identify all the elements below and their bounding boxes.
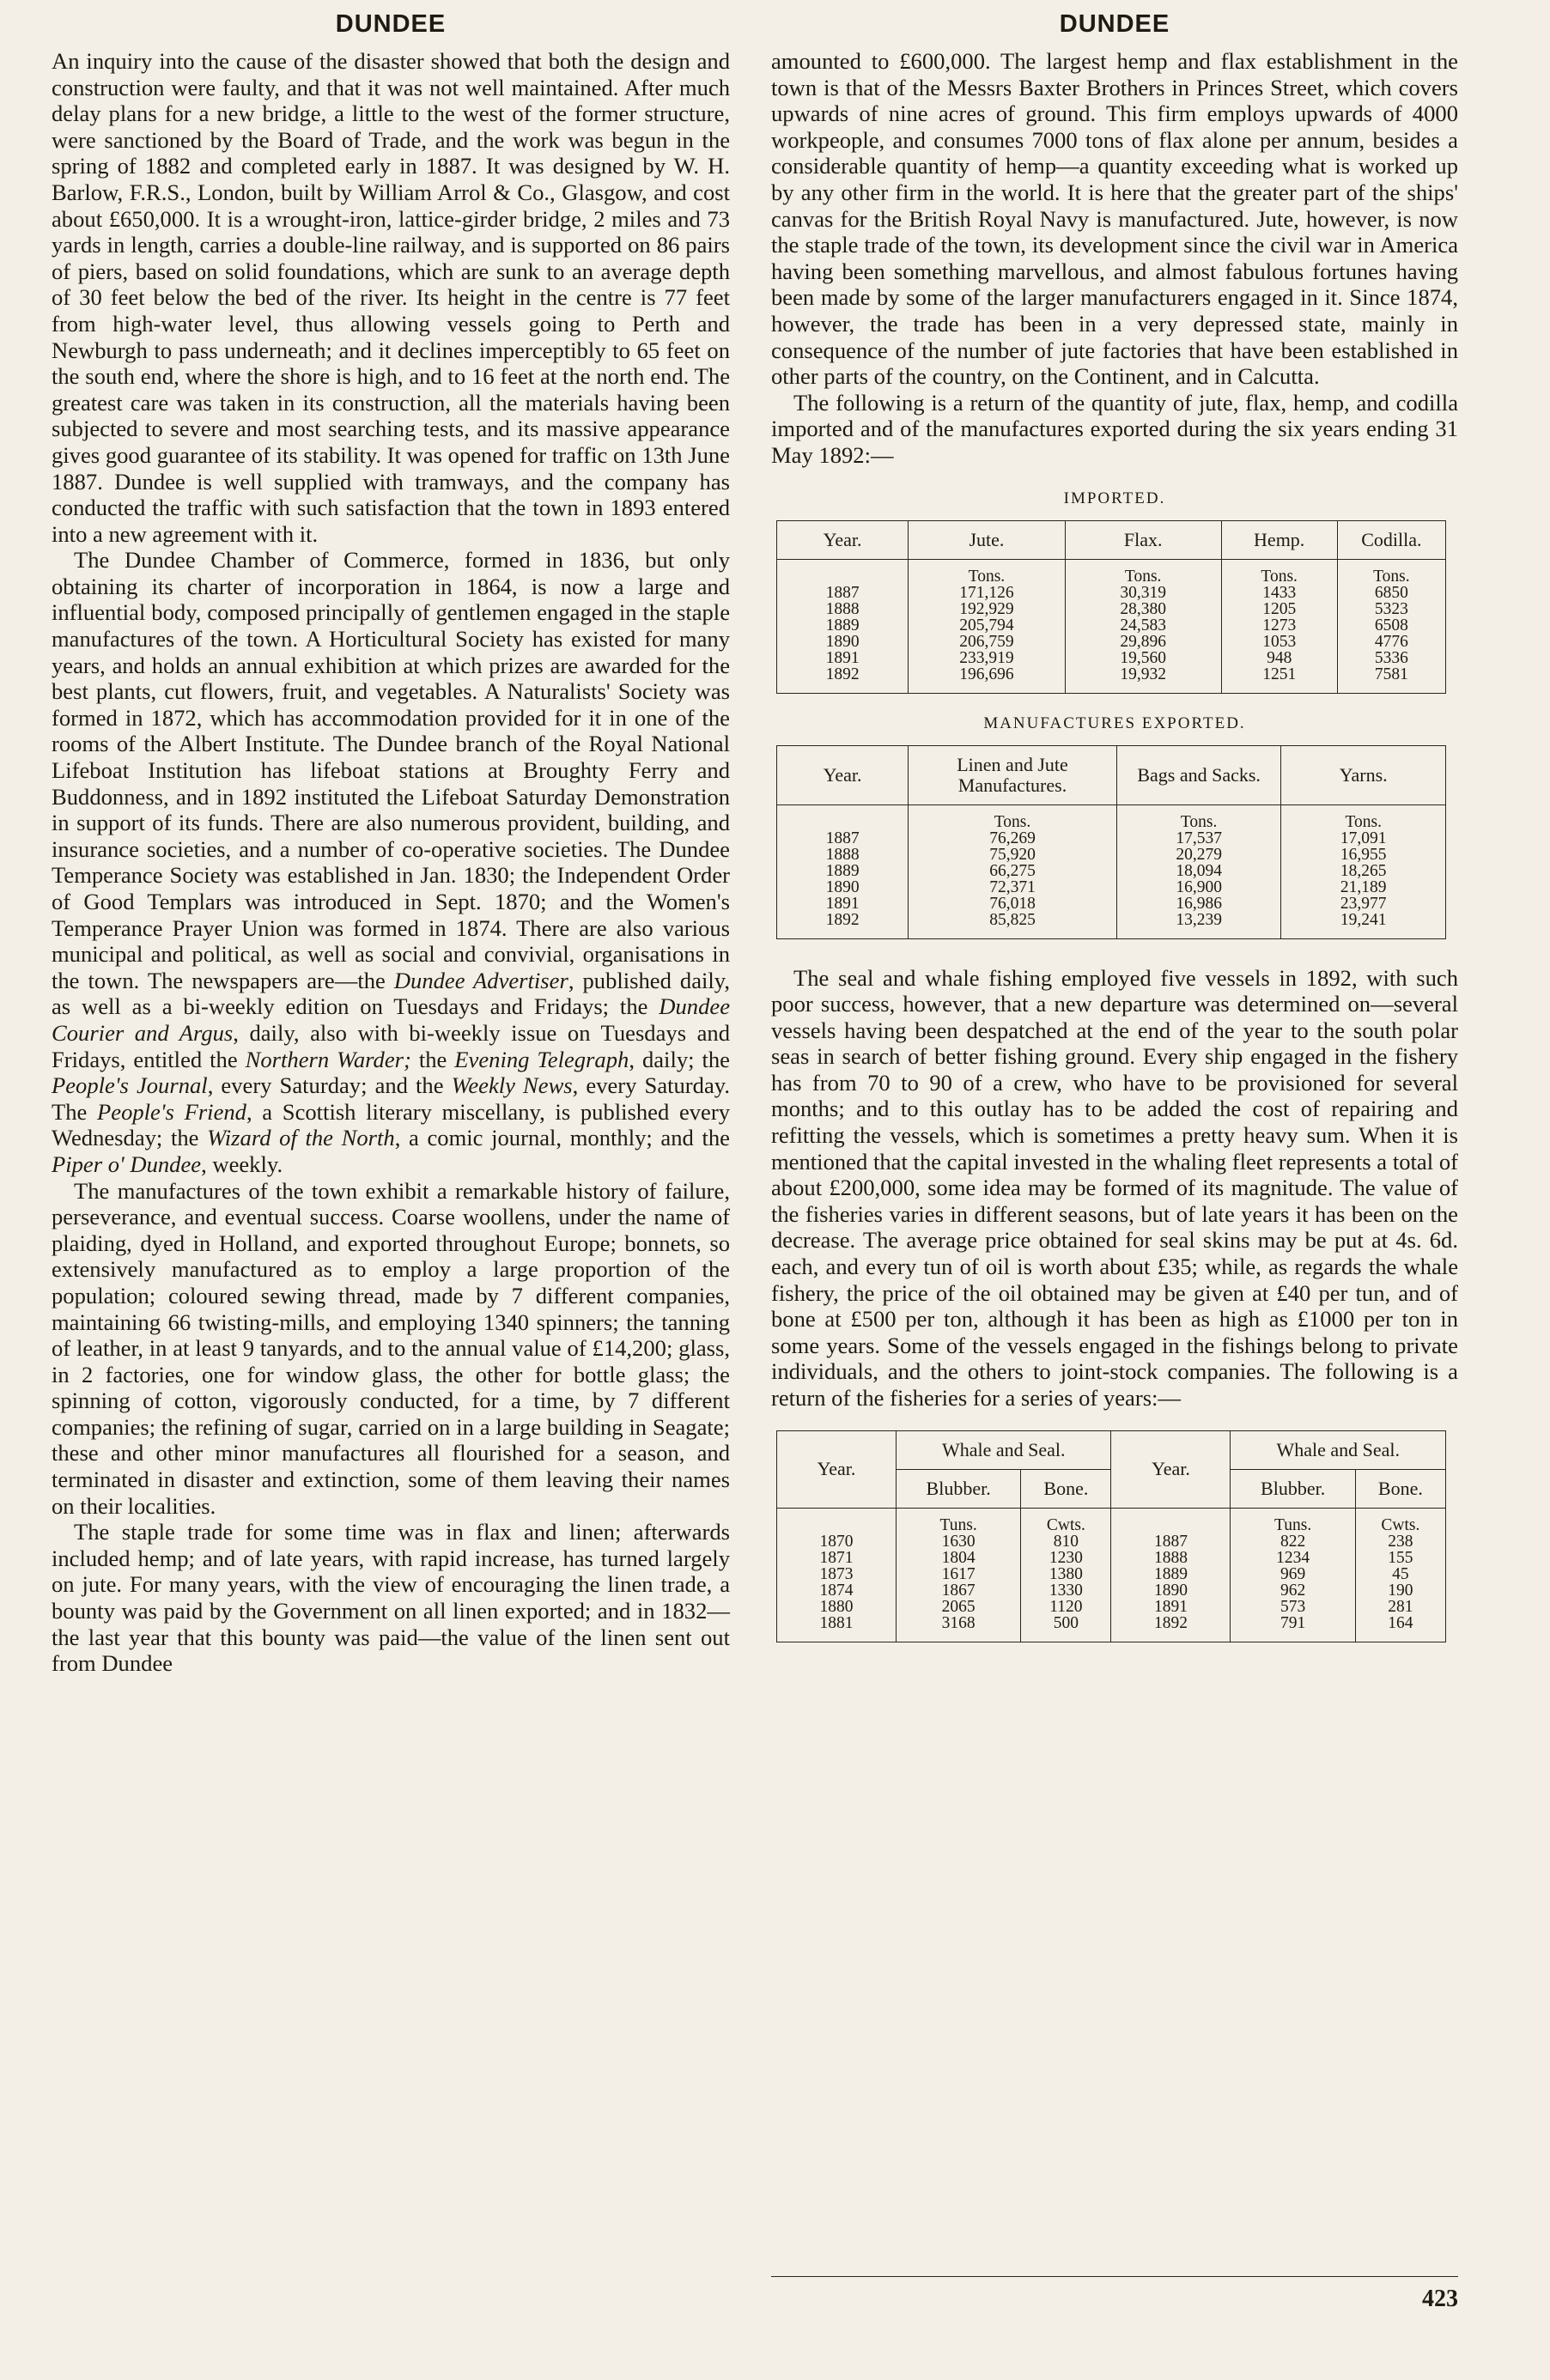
exported-header-linen-jute: Linen and Jute Manufactures.: [909, 745, 1117, 804]
right-column: [771, 0, 1458, 2380]
newspaper-title: Dundee Advertiser: [393, 967, 568, 993]
table-cell: 1871: [777, 1550, 897, 1566]
table-cell: 1380: [1021, 1566, 1111, 1582]
table-cell: 16,986: [1116, 896, 1281, 912]
table-cell: 75,920: [909, 847, 1117, 863]
imported-header-jute: Jute.: [909, 520, 1066, 559]
table-cell: 500: [1021, 1615, 1111, 1642]
table-cell: 6850: [1337, 585, 1445, 601]
imported-header-codilla: Codilla.: [1337, 520, 1445, 559]
newspaper-description: the: [410, 1046, 455, 1072]
table-cell: 1873: [777, 1566, 897, 1582]
paragraph-tay-bridge: An inquiry into the cause of the disaster showed that both the design and construction were faulty, and that it was not well maintained. After much delay plans for a new bridge, a little to the west of the former structure, were sanctioned by the Board of Trade, and the work was begun in the spring of 1882 and completed early in 1887. It was designed by W. H. Barlow, F.R.S., London, built by William Arrol & Co., Glasgow, and cost about £650,000. It is a wrought-iron, lattice-girder bridge, 2 miles and 73 yards in length, carries a double-line railway, and is supported on 86 pairs of piers, based on solid foundations, which are sunk to an average depth of 30 feet below the bed of the river. Its height in the centre is 77 feet from high-water level, thus allowing vessels going to Perth and Newburgh to pass underneath; and it declines imperceptibly to 65 feet on the south end, where the shore is high, and to 16 feet at the north end. The greatest care was taken in its construction, all the materials having been subjected to severe and most searching tests, and its massive appearance gives good guarantee of its stability. It was opened for traffic on 13th June 1887. Dundee is well supplied with tramways, and the company has conducted the traffic with such satisfaction that the town in 1893 entered into a new agreement with it.: [52, 48, 730, 547]
fisheries-table-body: [777, 1508, 1446, 1642]
exported-header-bags-sacks: Bags and Sacks.: [1116, 745, 1281, 804]
table-cell: 28,380: [1065, 601, 1221, 617]
unit-cell: Tons.: [1337, 559, 1445, 585]
paragraph-return-intro: The following is a return of the quantity of jute, flax, hemp, and codilla imported and of the manufactures exported during the six years ending 31 May 1892:—: [771, 389, 1458, 468]
table-cell: 171,126: [909, 585, 1066, 601]
table-cell: 164: [1355, 1615, 1445, 1642]
table-cell: 7581: [1337, 666, 1445, 694]
fisheries-header-group-right: Whale and Seal.: [1231, 1430, 1446, 1469]
newspaper-title: Evening Telegraph: [454, 1046, 629, 1072]
table-cell: 5323: [1337, 601, 1445, 617]
table-cell: 969: [1231, 1566, 1355, 1582]
table-cell: 573: [1231, 1599, 1355, 1615]
newspaper-title: Wizard of the North: [207, 1125, 395, 1151]
table-row: [777, 666, 1446, 694]
unit-cell: Tons.: [909, 804, 1117, 830]
newspaper-description: , daily, also with bi-weekly issue on Tuesdays and Fridays, entitled the: [52, 1019, 730, 1072]
table-cell: 1053: [1221, 634, 1337, 650]
table-cell: 233,919: [909, 650, 1066, 666]
table-cell: 1887: [777, 585, 909, 601]
table-cell: 5336: [1337, 650, 1445, 666]
table-cell: 1892: [777, 912, 909, 939]
table-cell: 1120: [1021, 1599, 1111, 1615]
table-cell: 21,189: [1281, 879, 1446, 896]
table-row: [777, 896, 1446, 912]
newspaper-list: [52, 968, 730, 1177]
table-cell: 962: [1231, 1582, 1355, 1599]
table-cell: 1890: [1111, 1582, 1231, 1599]
table-row: [777, 601, 1446, 617]
running-head-left: DUNDEE: [335, 10, 447, 38]
table-cell: 1205: [1221, 601, 1337, 617]
unit-cell: Tons.: [1281, 804, 1446, 830]
exported-table: [776, 745, 1446, 939]
unit-cell: Tuns.: [1231, 1508, 1355, 1533]
newspaper-title: Piper o' Dundee: [52, 1151, 202, 1177]
paragraph-staple-trade: The staple trade for some time was in flax and linen; afterwards included hemp; and of late years, with rapid increase, has turned largely on jute. For many years, with the view of encouraging the linen trade, a bounty was paid by the Government on all linen exported; and in 1832—the last year that this bounty was paid—the value of the linen sent out from Dundee: [52, 1519, 730, 1677]
fisheries-header-blubber-right: Blubber.: [1231, 1469, 1355, 1508]
newspaper-description: , weekly.: [201, 1151, 283, 1177]
newspaper-title: People's Friend: [97, 1098, 246, 1125]
unit-cell: [777, 1508, 897, 1533]
table-cell: 17,537: [1116, 830, 1281, 847]
newspaper-description: , a Scottish literary miscellany, is published every Wednesday; the: [52, 1098, 730, 1151]
newspaper-description: , published daily, as well as a bi-weekly edition on Tuesdays and Fridays; the: [52, 967, 730, 1020]
units-row: [777, 804, 1446, 830]
table-cell: 29,896: [1065, 634, 1221, 650]
imported-header-flax: Flax.: [1065, 520, 1221, 559]
unit-cell: Tons.: [1116, 804, 1281, 830]
fisheries-header-group-left: Whale and Seal.: [897, 1430, 1111, 1469]
table-cell: 206,759: [909, 634, 1066, 650]
table-row: [777, 1599, 1446, 1615]
units-row: [777, 1508, 1446, 1533]
newspaper-title: Weekly News: [451, 1072, 573, 1099]
table-cell: 1891: [1111, 1599, 1231, 1615]
table-row: [777, 617, 1446, 634]
table-cell: 20,279: [1116, 847, 1281, 863]
table-cell: 192,929: [909, 601, 1066, 617]
table-cell: 76,018: [909, 896, 1117, 912]
unit-cell: Tons.: [909, 559, 1066, 585]
table-row: [777, 1533, 1446, 1550]
imported-header-hemp: Hemp.: [1221, 520, 1337, 559]
table-cell: 19,932: [1065, 666, 1221, 694]
table-cell: 76,269: [909, 830, 1117, 847]
table-cell: 3168: [897, 1615, 1021, 1642]
newspaper-description: , every Saturday. The: [52, 1072, 730, 1125]
exported-table-caption: MANUFACTURES EXPORTED.: [983, 713, 1246, 732]
table-cell: 1874: [777, 1582, 897, 1599]
table-cell: 18,094: [1116, 863, 1281, 879]
left-column: [52, 0, 730, 2380]
table-row: [777, 585, 1446, 601]
table-cell: 17,091: [1281, 830, 1446, 847]
unit-cell: Cwts.: [1355, 1508, 1445, 1533]
table-cell: 1890: [777, 879, 909, 896]
table-cell: 30,319: [1065, 585, 1221, 601]
fisheries-header-year-left: Year.: [777, 1430, 897, 1508]
table-cell: 72,371: [909, 879, 1117, 896]
table-cell: 4776: [1337, 634, 1445, 650]
table-cell: 16,900: [1116, 879, 1281, 896]
table-cell: 1891: [777, 650, 909, 666]
unit-cell: Tons.: [1221, 559, 1337, 585]
table-row: [777, 830, 1446, 847]
table-cell: 18,265: [1281, 863, 1446, 879]
table-cell: 196,696: [909, 666, 1066, 694]
table-cell: 45: [1355, 1566, 1445, 1582]
newspaper-title: Dundee Courier and Argus: [52, 993, 730, 1046]
table-cell: 1891: [777, 896, 909, 912]
paragraph-seal-whale: The seal and whale fishing employed five vessels in 1892, with such poor success, however, that a new departure was determined on—several vessels having been despatched at the end of the year to the south polar seas in search of better fishing ground. Every ship engaged in the fishery has from 70 to 90 of a crew, who have to be provisioned for several months; and to this outlay has to be added the cost of repairing and refitting the vessels, which is sometimes a pretty heavy sum. When it is mentioned that the capital invested in the whaling fleet represents a total of about £200,000, some idea may be formed of its magnitude. The value of the fisheries varies in different seasons, but of late years it has been on the decrease. The average price obtained for seal skins may be put at 4s. 6d. each, and every tun of oil is worth about £35; while, as regards the whale fishery, the price of the oil obtained may be given at £40 per tun, and of bone at £500 per ton, although it has been as high as £1000 per ton in some years. Some of the vessels engaged in the fishings belong to private individuals, and the others to joint-stock companies. The following is a return of the fisheries for a series of years:—: [771, 964, 1458, 1411]
paragraph-societies-text: The Dundee Chamber of Commerce, formed in 1836, but only obtaining its charter of incorporation in 1864, is now a large and influential body, composed principally of gentlemen engaged in the staple manufactures of the town. A Horticultural Society has existed for many years, and holds an annual exhibition at which prizes are awarded for the best plants, cut flowers, fruit, and vegetables. A Naturalists' Society was formed in 1872, which has accommodation provided for it in one of the rooms of the Albert Institute. The Dundee branch of the Royal National Lifeboat Institution has lifeboat stations at Broughty Ferry and Buddonness, and in 1892 instituted the Lifeboat Saturday Demonstration in support of its funds. There are also numerous provident, building, and insurance societies, and a number of co-operative societies. The Dundee Temperance Society was established in Jan. 1830; the Independent Order of Good Templars was introduced in Sept. 1870; and the Women's Temperance Prayer Union was formed in 1874. There are also various municipal and political, as well as social and convivial, organisations in the town. The newspapers are—the: [52, 547, 730, 993]
fisheries-header-bone-left: Bone.: [1021, 1469, 1111, 1508]
table-cell: 1889: [777, 863, 909, 879]
newspaper-title: People's Journal: [52, 1072, 208, 1099]
table-cell: 1887: [1111, 1533, 1231, 1550]
newspaper-description: , every Saturday; and the: [207, 1072, 452, 1099]
table-cell: 948: [1221, 650, 1337, 666]
unit-cell: Tons.: [1065, 559, 1221, 585]
fisheries-header-bone-right: Bone.: [1355, 1469, 1445, 1508]
running-head-right: DUNDEE: [1059, 10, 1170, 38]
newspaper-description: , a comic journal, monthly; and the: [394, 1125, 730, 1151]
table-cell: 1892: [1111, 1615, 1231, 1642]
units-row: [777, 559, 1446, 585]
fisheries-table: [776, 1430, 1446, 1642]
table-cell: 1887: [777, 830, 909, 847]
table-cell: 281: [1355, 1599, 1445, 1615]
paragraph-manufactures: The manufactures of the town exhibit a remarkable history of failure, perseverance, and eventual success. Coarse woollens, under the name of plaiding, dyed in Holland, and exported throughout Europe; bonnets, so extensively manufactured as to employ a large proportion of the population; coloured sewing thread, made by 7 different companies, maintaining 66 twisting-mills, and employing 1340 spinners; the tanning of leather, in at least 9 tanyards, and to the annual value of £14,200; glass, in 2 factories, one for window glass, the other for bottle glass; the spinning of cotton, vigorously conducted, for a time, by 7 different companies; the refining of sugar, carried on in a large building in Seagate; these and other minor manufactures all flourished for a season, and terminated in disaster and extinction, some of them leaving their names on their localities.: [52, 1177, 730, 1519]
unit-cell: [777, 559, 909, 585]
table-cell: 205,794: [909, 617, 1066, 634]
table-cell: 24,583: [1065, 617, 1221, 634]
table-row: [777, 1566, 1446, 1582]
table-cell: 1230: [1021, 1550, 1111, 1566]
table-cell: 810: [1021, 1533, 1111, 1550]
newspaper-description: , daily; the: [629, 1046, 730, 1072]
unit-cell: [1111, 1508, 1231, 1533]
table-cell: 19,241: [1281, 912, 1446, 939]
exported-header-year: Year.: [777, 745, 909, 804]
table-cell: 1330: [1021, 1582, 1111, 1599]
table-row: [777, 847, 1446, 863]
table-cell: 1881: [777, 1615, 897, 1642]
table-cell: 791: [1231, 1615, 1355, 1642]
table-cell: 6508: [1337, 617, 1445, 634]
table-cell: 1804: [897, 1550, 1021, 1566]
page-rule: [771, 2276, 1458, 2277]
table-cell: 1880: [777, 1599, 897, 1615]
unit-cell: [777, 804, 909, 830]
page-number: 423: [1422, 2286, 1458, 2312]
table-cell: 13,239: [1116, 912, 1281, 939]
table-row: [777, 1582, 1446, 1599]
table-cell: 1889: [1111, 1566, 1231, 1582]
table-cell: 1889: [777, 617, 909, 634]
table-row: [777, 879, 1446, 896]
table-cell: 66,275: [909, 863, 1117, 879]
table-row: [777, 863, 1446, 879]
table-row: [777, 912, 1446, 939]
table-row: [777, 634, 1446, 650]
exported-header-yarns: Yarns.: [1281, 745, 1446, 804]
table-row: [777, 650, 1446, 666]
table-cell: 1888: [777, 601, 909, 617]
table-cell: 2065: [897, 1599, 1021, 1615]
table-cell: 1251: [1221, 666, 1337, 694]
table-cell: 1273: [1221, 617, 1337, 634]
paragraph-societies: [52, 547, 730, 1177]
table-cell: 1617: [897, 1566, 1021, 1582]
exported-table-body: [777, 804, 1446, 938]
table-cell: 155: [1355, 1550, 1445, 1566]
fisheries-header-year-right: Year.: [1111, 1430, 1231, 1508]
table-cell: 85,825: [909, 912, 1117, 939]
fisheries-header-blubber-left: Blubber.: [897, 1469, 1021, 1508]
table-cell: 1630: [897, 1533, 1021, 1550]
table-cell: 1888: [777, 847, 909, 863]
table-cell: 1888: [1111, 1550, 1231, 1566]
table-cell: 1890: [777, 634, 909, 650]
table-row: [777, 1550, 1446, 1566]
table-cell: 23,977: [1281, 896, 1446, 912]
imported-table-caption: IMPORTED.: [1063, 489, 1166, 507]
imported-table-body: [777, 559, 1446, 693]
unit-cell: Cwts.: [1021, 1508, 1111, 1533]
table-cell: 1870: [777, 1533, 897, 1550]
table-cell: 1433: [1221, 585, 1337, 601]
table-cell: 16,955: [1281, 847, 1446, 863]
table-row: [777, 1615, 1446, 1642]
table-cell: 822: [1231, 1533, 1355, 1550]
paragraph-linen-jute: amounted to £600,000. The largest hemp and flax establishment in the town is that of the Messrs Baxter Brothers in Princes Street, which covers upwards of nine acres of ground. This firm employs upwards of 4000 workpeople, and consumes 7000 tons of flax alone per annum, besides a considerable quantity of hemp—a quantity exceeding what is worked up by any other firm in the world. It is here that the greater part of the ships' canvas for the British Royal Navy is manufactured. Jute, however, is now the staple trade of the town, its development since the civil war in America having been something marvellous, and almost fabulous fortunes having been made by some of the larger manufacturers engaged in it. Since 1874, however, the trade has been in a very depressed state, mainly in consequence of the number of jute factories that have been established in other parts of the country, on the Continent, and in Calcutta.: [771, 48, 1458, 390]
table-cell: 1867: [897, 1582, 1021, 1599]
table-cell: 190: [1355, 1582, 1445, 1599]
table-cell: 238: [1355, 1533, 1445, 1550]
imported-table: [776, 520, 1446, 694]
table-cell: 1892: [777, 666, 909, 694]
newspaper-title: Northern Warder;: [245, 1046, 411, 1072]
imported-header-year: Year.: [777, 520, 909, 559]
table-cell: 19,560: [1065, 650, 1221, 666]
unit-cell: Tuns.: [897, 1508, 1021, 1533]
table-cell: 1234: [1231, 1550, 1355, 1566]
